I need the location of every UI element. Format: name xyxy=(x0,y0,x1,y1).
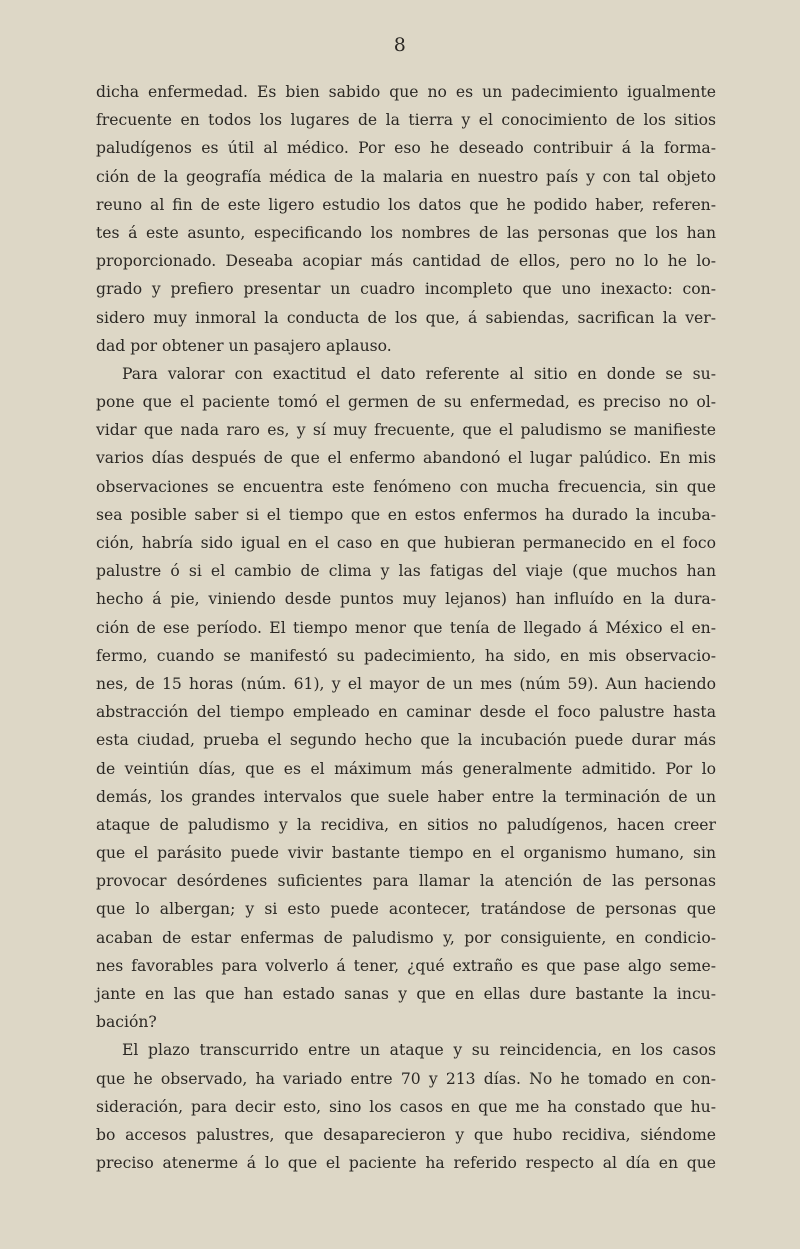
text-line: ción, habría sido igual en el caso en que hubieran permanecido en el foco xyxy=(96,534,716,552)
text-line: bo accesos palustres, que desaparecieron y que hubo recidiva, siéndome xyxy=(96,1125,716,1144)
text-line: palustre ó si el cambio de clima y las fatigas del viaje (que muchos han xyxy=(96,562,716,581)
text-line: hecho á pie, viniendo desde puntos muy lejanos) han influído en la dura- xyxy=(96,590,716,609)
text-line: pone que el paciente tomó el germen de su enfermedad, es preciso no ol- xyxy=(96,393,716,412)
text-line: esta ciudad, prueba el segundo hecho que la incubación puede durar más xyxy=(96,731,716,750)
page-number: 8 xyxy=(393,34,407,56)
text-line: abstracción del tiempo empleado en caminar desde el foco palustre hasta xyxy=(96,703,716,722)
text-line: demás, los grandes intervalos que suele haber entre la terminación de un xyxy=(96,787,716,806)
text-line: ción de la geografía médica de la malaria en nuestro país y con tal objeto xyxy=(96,167,716,186)
text-line: paludígenos es útil al médico. Por eso he deseado contribuir á la forma- xyxy=(96,139,716,158)
text-line: que lo albergan; y si esto puede acontecer, tratándose de personas que xyxy=(96,900,716,919)
text-line: ataque de paludismo y la recidiva, en sitios no paludígenos, hacen creer xyxy=(96,815,716,834)
text-line: que he observado, ha variado entre 70 y 213 días. No he tomado en con- xyxy=(96,1069,716,1088)
text-line: nes favorables para volverlo á tener, ¿qué extraño es que pase algo seme- xyxy=(96,956,716,975)
text-line: que el parásito puede vivir bastante tiempo en el organismo humano, sin xyxy=(96,844,716,863)
text-line: ción de ese período. El tiempo menor que tenía de llegado á México el en- xyxy=(96,618,716,637)
text-line: tes á este asunto, especificando los nombres de las personas que los han xyxy=(96,223,716,242)
text-line: dad por obtener un pasajero aplauso. xyxy=(96,336,392,355)
text-line: varios días después de que el enfermo abandonó el lugar palúdico. En mis xyxy=(96,449,716,468)
text-line: nes, de 15 horas (núm. 61), y el mayor de un mes (núm 59). Aun haciendo xyxy=(96,674,716,693)
text-line: dicha enfermedad. Es bien sabido que no es un padecimiento igualmente xyxy=(96,83,716,101)
text-line: acaban de estar enfermas de paludismo y, por consiguiente, en condicio- xyxy=(96,928,716,947)
text-line: sea posible saber si el tiempo que en estos enfermos ha durado la incuba- xyxy=(96,505,716,524)
text-line: bación? xyxy=(96,1013,157,1032)
text-line: vidar que nada raro es, y sí muy frecuente, que el paludismo se manifieste xyxy=(96,421,716,440)
text-line: grado y prefiero presentar un cuadro incompleto que uno inexacto: con- xyxy=(96,280,716,299)
text-line: de veintiún días, que es el máximum más generalmente admitido. Por lo xyxy=(96,759,716,778)
text-line: Para valorar con exactitud el dato referente al sitio en donde se su- xyxy=(122,364,716,383)
text-line: reuno al fin de este ligero estudio los datos que he podido haber, referen- xyxy=(96,195,716,214)
text-line: fermo, cuando se manifestó su padecimiento, ha sido, en mis observacio- xyxy=(96,646,716,665)
text-line: observaciones se encuentra este fenómeno con mucha frecuencia, sin que xyxy=(96,477,716,496)
text-line: jante en las que han estado sanas y que en ellas dure bastante la incu- xyxy=(96,985,716,1003)
text-line: sidero muy inmoral la conducta de los que, á sabiendas, sacrifican la ver- xyxy=(96,308,716,327)
text-line: preciso atenerme á lo que el paciente ha referido respecto al día en que xyxy=(96,1154,716,1173)
text-line: proporcionado. Deseaba acopiar más cantidad de ellos, pero no lo he lo- xyxy=(96,252,716,271)
text-line: provocar desórdenes suficientes para llamar la atención de las personas xyxy=(96,872,716,891)
text-line: frecuente en todos los lugares de la tierra y el conocimiento de los sitios xyxy=(96,111,716,130)
text-line: sideración, para decir esto, sino los casos en que me ha constado que hu- xyxy=(96,1097,716,1116)
body-text xyxy=(96,78,716,1177)
text-line: El plazo transcurrido entre un ataque y su reincidencia, en los casos xyxy=(122,1041,716,1060)
